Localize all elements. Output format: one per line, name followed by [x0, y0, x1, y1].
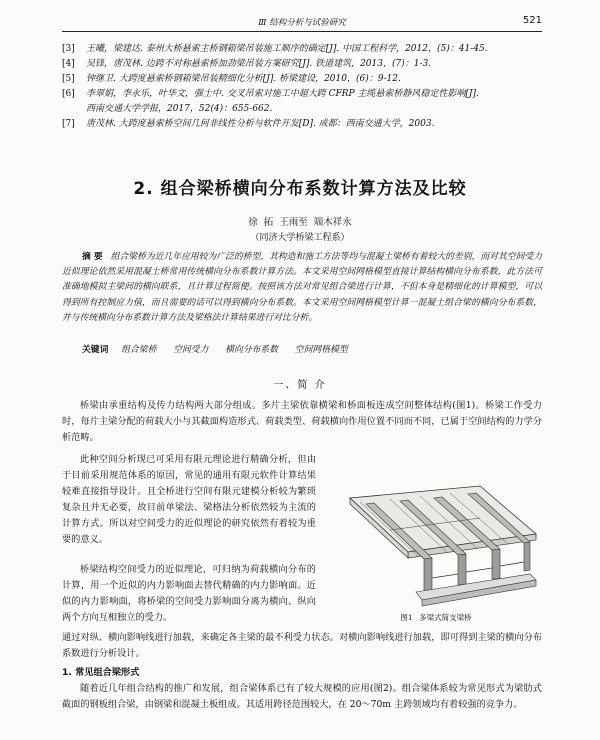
body-paragraph-2: 此种空间分析现已可采用有限元理论进行精确分析，但由于目前采用规范体系的原因，常见的通用有限元软件计算结果较难直接指导设计。且全桥进行空间有限元建模分析较为繁琐复杂且并无必要，故目前单梁法、梁格法分析依然较为主流的计算方式。所以对空间受力的近似理论的研究依然有着较为重要的意义。: [62, 454, 316, 545]
reference-item: [62, 42, 542, 57]
reference-number: [3]: [62, 44, 75, 54]
reference-list: [62, 42, 542, 132]
keywords-label: 关键词: [82, 345, 109, 355]
page-number: 521: [522, 15, 542, 26]
reference-number: [4]: [62, 59, 75, 69]
bridge-figure: [330, 478, 542, 608]
keyword: 空间网格模型: [294, 345, 348, 355]
reference-item: [62, 72, 542, 87]
section-heading: 一、简 介: [273, 380, 327, 391]
keyword: 组合梁桥: [121, 345, 157, 355]
article-authors: 徐 拓 王雨至 端木祥永: [248, 217, 352, 228]
reference-item: [62, 87, 542, 117]
reference-number: [6]: [62, 89, 75, 99]
body-paragraph-3: 桥梁结构空间受力的近似理论，可归纳为荷载横向分布的计算，用一个近似的内力影响面去替代精确的内力影响面。近似的内力影响面，将桥梁的空间受力影响面分离为横向、纵向两个方向互相独立的受力。: [62, 564, 316, 623]
reference-number: [5]: [62, 74, 75, 84]
article-affiliation: （同济大学桥梁工程系）: [250, 233, 350, 243]
figure-caption: 图1 多梁式简支梁桥: [400, 613, 472, 622]
reference-text: 李翠娟，李永乐，叶华文，强士中. 交叉吊索对施工中超大跨 CFRP 主缆悬索桥静风稳定性影响[J].: [86, 89, 479, 99]
reference-text-continued: 西南交通大学学报，2017，52(4)：655-662.: [86, 104, 273, 114]
abstract: [62, 250, 542, 326]
reference-text: 吴锋，唐茂林. 边跨不对称悬索桥加劲梁吊装方案研究[J]. 铁道建筑，2013，(7)：1-3.: [86, 59, 432, 69]
keyword: 横向分布系数: [225, 345, 278, 355]
abstract-label: 摘 要: [82, 252, 103, 262]
running-head-title: Ⅲ 结构分析与试验研究: [258, 18, 346, 28]
keyword: 空间受力: [173, 345, 209, 355]
abstract-text: 组合梁桥为近几年应用较为广泛的桥型，其构造和施工方法等均与混凝土梁桥有着较大的差别，而对其空间受力近似理论依然采用混凝土桥常用传统横向分布系数计算方法。本文采用空间网格模型直接计算结构横向分布系数，此方法可准确地模拟主梁间的横向联系，且计算过程简便。按照该方法对常见组合梁进行计算，不但本身是精细化的计算模型，可以得到所有控制应力值，而且需要的话可以得到横向分布系数。本文采用空间网格模型计算一混凝土组合梁的横向分布系数，并与传统横向分布系数计算方法及梁格法计算结果进行对比分析。: [62, 252, 542, 323]
body-paragraph-4: 通过对纵、横向影响线进行加载，来确定各主梁的最不利受力状态。对横向影响线进行加载，即可得到主梁的横向分布系数进行分析设计。: [62, 632, 542, 659]
reference-text: 钟继卫. 大跨度悬索桥钢箱梁吊装精细化分析[J]. 桥梁建设，2010，(6)：9-12.: [86, 74, 401, 84]
body-paragraph-1: 桥梁由承重结构及传力结构两大部分组成。多片主梁依靠横梁和桥面板连成空间整体结构(图1)。桥梁工作受力时，每片主梁分配的荷载大小与其截面构造形式、荷载类型、荷载横向作用位置不同而不同，已属于空间结构的力学分析范畴。: [62, 400, 542, 443]
body-paragraph-5: 随着近几年组合结构的推广和发展，组合梁体系已有了较大规模的应用(图2)。组合梁体系较为常见形式为梁肋式截面的钢板组合梁，由钢梁和混凝土板组成。其适用跨径范围较大，在 20～70m 主跨领域均有着较强的竞争力。: [62, 683, 542, 710]
reference-number: [7]: [62, 119, 75, 129]
reference-text: 唐茂林. 大跨度悬索桥空间几何非线性分析与软件开发[D]. 成都：西南交通大学，2003.: [86, 119, 435, 129]
reference-item: [62, 57, 542, 72]
header-rule: [62, 31, 542, 32]
keywords: [82, 342, 542, 355]
reference-item: [62, 117, 542, 132]
multi-girder-bridge-illustration: [330, 478, 542, 608]
reference-text: 王曦，梁建达. 泰州大桥悬索主桥钢箱梁吊装施工顺序的确定[J]. 中国工程科学，2012，(5)：41-45.: [86, 44, 488, 54]
article-title: 2. 组合梁桥横向分布系数计算方法及比较: [133, 179, 467, 199]
running-head: [62, 16, 542, 32]
subsection-heading: 1. 常见组合梁形式: [62, 667, 140, 678]
